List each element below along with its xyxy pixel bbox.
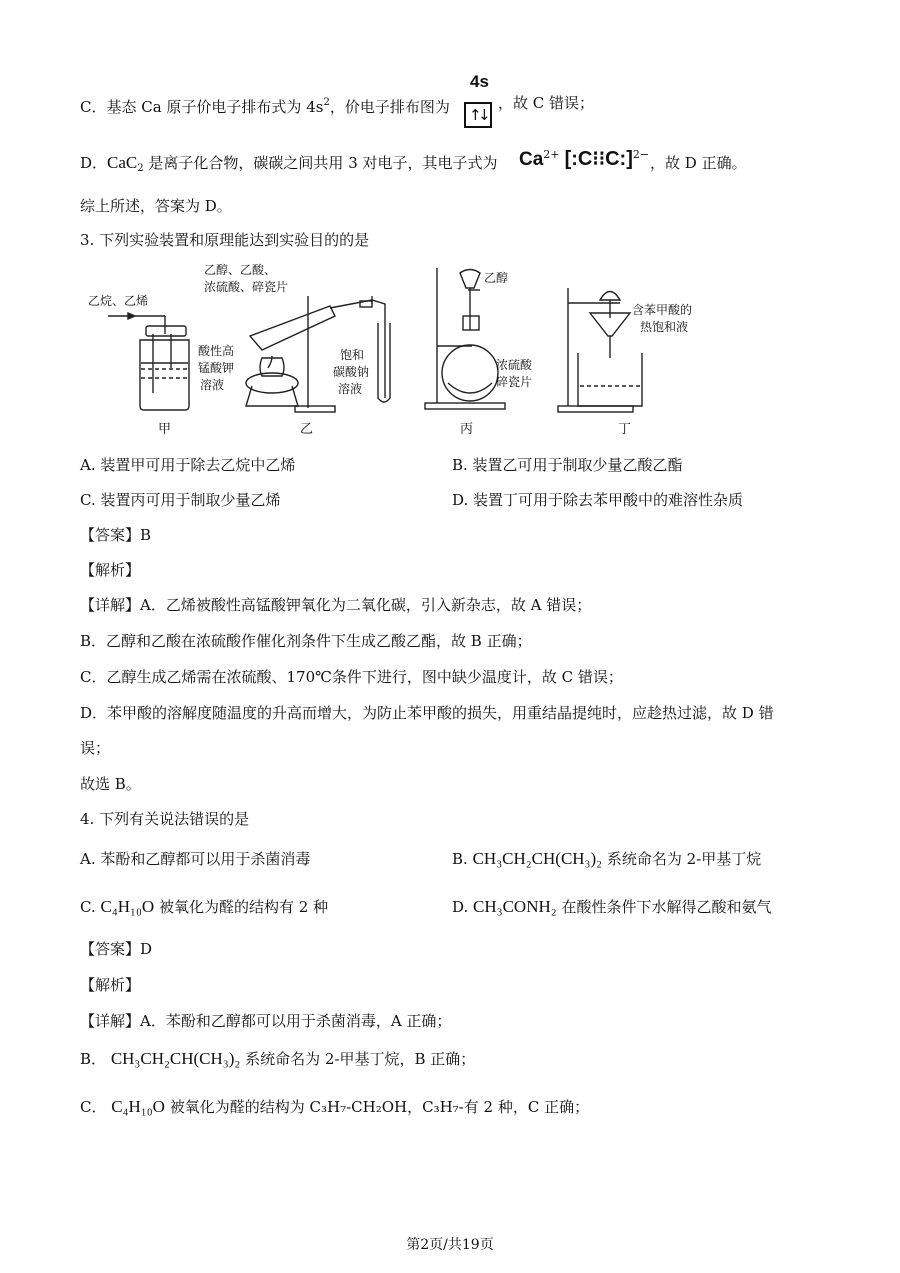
- formula: C₄H₁₀O: [100, 897, 155, 916]
- orbital-diagram: [464, 102, 492, 128]
- analysis-label: 【解析】: [80, 561, 141, 579]
- subscript: 2: [137, 163, 144, 174]
- fig-label: 浓硫酸、碎瓷片: [204, 280, 289, 294]
- fig-label: 浓硫酸: [496, 358, 533, 372]
- fig-label: 乙醇: [484, 271, 509, 285]
- option-d: [452, 896, 771, 918]
- answer-label: 【答案】B: [80, 526, 152, 544]
- text: C．基态 Ca 原子价电子排布式为 4s: [80, 98, 324, 116]
- option-letter: D.: [452, 898, 469, 916]
- option-letter: C.: [80, 898, 96, 916]
- fig-label: 热饱和液: [640, 320, 689, 334]
- fig-caption: 乙: [300, 422, 314, 437]
- anion: [:C⁝⁝C:]: [564, 148, 633, 170]
- spin-down-arrow-icon: ↓: [478, 106, 491, 124]
- cation-charge: 2+: [543, 148, 560, 161]
- text: 在酸性条件下水解得乙酸和氨气: [561, 898, 772, 916]
- summary-line: 综上所述，答案为 D。: [80, 197, 232, 215]
- detail-line: 误；: [80, 739, 111, 757]
- text: B．: [80, 1050, 107, 1068]
- option-c: [80, 896, 328, 918]
- fig-label: 乙醇、乙酸、: [204, 263, 277, 277]
- apparatus-jia: [108, 313, 189, 410]
- text: 被氧化为醛的结构有 2 种: [158, 898, 329, 916]
- electron-formula: [519, 146, 649, 171]
- question-3: 3. 下列实验装置和原理能达到实验目的的是: [80, 231, 370, 249]
- analysis-label: 【解析】: [80, 976, 141, 994]
- fig-label: 含苯甲酸的: [632, 303, 693, 317]
- text: 系统命名为 2-甲基丁烷，B 正确；: [245, 1050, 476, 1068]
- answer-label: 【答案】D: [80, 940, 153, 958]
- fig-label: 锰酸钾: [198, 361, 235, 375]
- orbital-label: 4s: [470, 72, 489, 91]
- cation: Ca: [519, 149, 544, 170]
- fig-caption: 丁: [618, 422, 632, 437]
- question-4: 4. 下列有关说法错误的是: [80, 810, 250, 828]
- fig-label: 饱和: [340, 348, 365, 362]
- spin-up-arrow-icon: ↑: [469, 106, 482, 124]
- option-b: B. 装置乙可用于制取少量乙酸乙酯: [452, 456, 683, 474]
- formula: CaC: [107, 153, 138, 172]
- fig-caption: 甲: [158, 422, 172, 437]
- detail-line: B．乙醇和乙酸在浓硫酸作催化剂条件下生成乙酸乙酯，故 B 正确；: [80, 632, 532, 650]
- detail-line: 【详解】A．苯酚和乙醇都可以用于杀菌消毒，A 正确；: [80, 1012, 452, 1030]
- explanation-d-tail: ，故 D 正确。: [650, 154, 747, 172]
- fig-label: 溶液: [200, 378, 225, 392]
- text: ，价电子排布图为: [329, 98, 450, 116]
- apparatus-bing: [425, 268, 505, 409]
- superscript: 2: [323, 97, 330, 108]
- option-c: C. 装置丙可用于制取少量乙烯: [80, 491, 281, 509]
- explanation-c-line: [80, 92, 450, 118]
- apparatus-ding: [558, 288, 642, 412]
- fig-label: 乙烷、乙烯: [88, 294, 149, 308]
- text: 系统命名为 2-甲基丁烷: [606, 850, 762, 868]
- text: 被氧化为醛的结构为 C₃H₇-CH₂OH，C₃H₇-有 2 种，C 正确；: [169, 1098, 590, 1116]
- apparatus-figure: [0, 258, 900, 438]
- option-b: [452, 848, 761, 870]
- detail-line: [80, 1096, 589, 1118]
- text: D．: [80, 154, 108, 172]
- formula: CH₃CH₂CH(CH₃)₂: [110, 1049, 241, 1068]
- option-a: A. 装置甲可用于除去乙烷中乙烯: [80, 456, 296, 474]
- explanation-c-tail: ，故 C 错误；: [498, 94, 595, 112]
- detail-line: C．乙醇生成乙烯需在浓硫酸、170℃条件下进行，图中缺少温度计，故 C 错误；: [80, 668, 623, 686]
- page-footer: 第2页/共19页: [406, 1237, 494, 1253]
- fig-label: 碎瓷片: [496, 375, 533, 389]
- detail-line: [80, 1048, 475, 1070]
- text: C．: [80, 1098, 107, 1116]
- apparatus-yi: [246, 296, 390, 412]
- detail-line: 【详解】A．乙烯被酸性高锰酸钾氧化为二氧化碳，引入新杂志，故 A 错误；: [80, 596, 592, 614]
- fig-label: 溶液: [338, 382, 363, 396]
- fig-label: 碳酸钠: [333, 365, 370, 379]
- conclusion-line: 故选 B。: [80, 775, 141, 793]
- explanation-d-line: [80, 152, 498, 180]
- fig-caption: 丙: [460, 422, 474, 437]
- option-letter: B.: [452, 850, 468, 868]
- option-a: A. 苯酚和乙醇都可以用于杀菌消毒: [80, 850, 311, 868]
- detail-line: D．苯甲酸的溶解度随温度的升高而增大，为防止苯甲酸的损失，用重结晶提纯时，应趁热过滤，故 D 错: [80, 704, 774, 722]
- formula: CH₃CONH₂: [473, 897, 557, 916]
- option-d: D. 装置丁可用于除去苯甲酸中的难溶性杂质: [452, 491, 744, 509]
- formula: C₄H₁₀O: [111, 1097, 165, 1116]
- text: 是离子化合物，碳碳之间共用 3 对电子，其电子式为: [148, 154, 498, 172]
- formula: CH₃CH₂CH(CH₃)₂: [472, 849, 603, 868]
- fig-label: 酸性高: [198, 344, 235, 358]
- anion-charge: 2−: [632, 148, 650, 161]
